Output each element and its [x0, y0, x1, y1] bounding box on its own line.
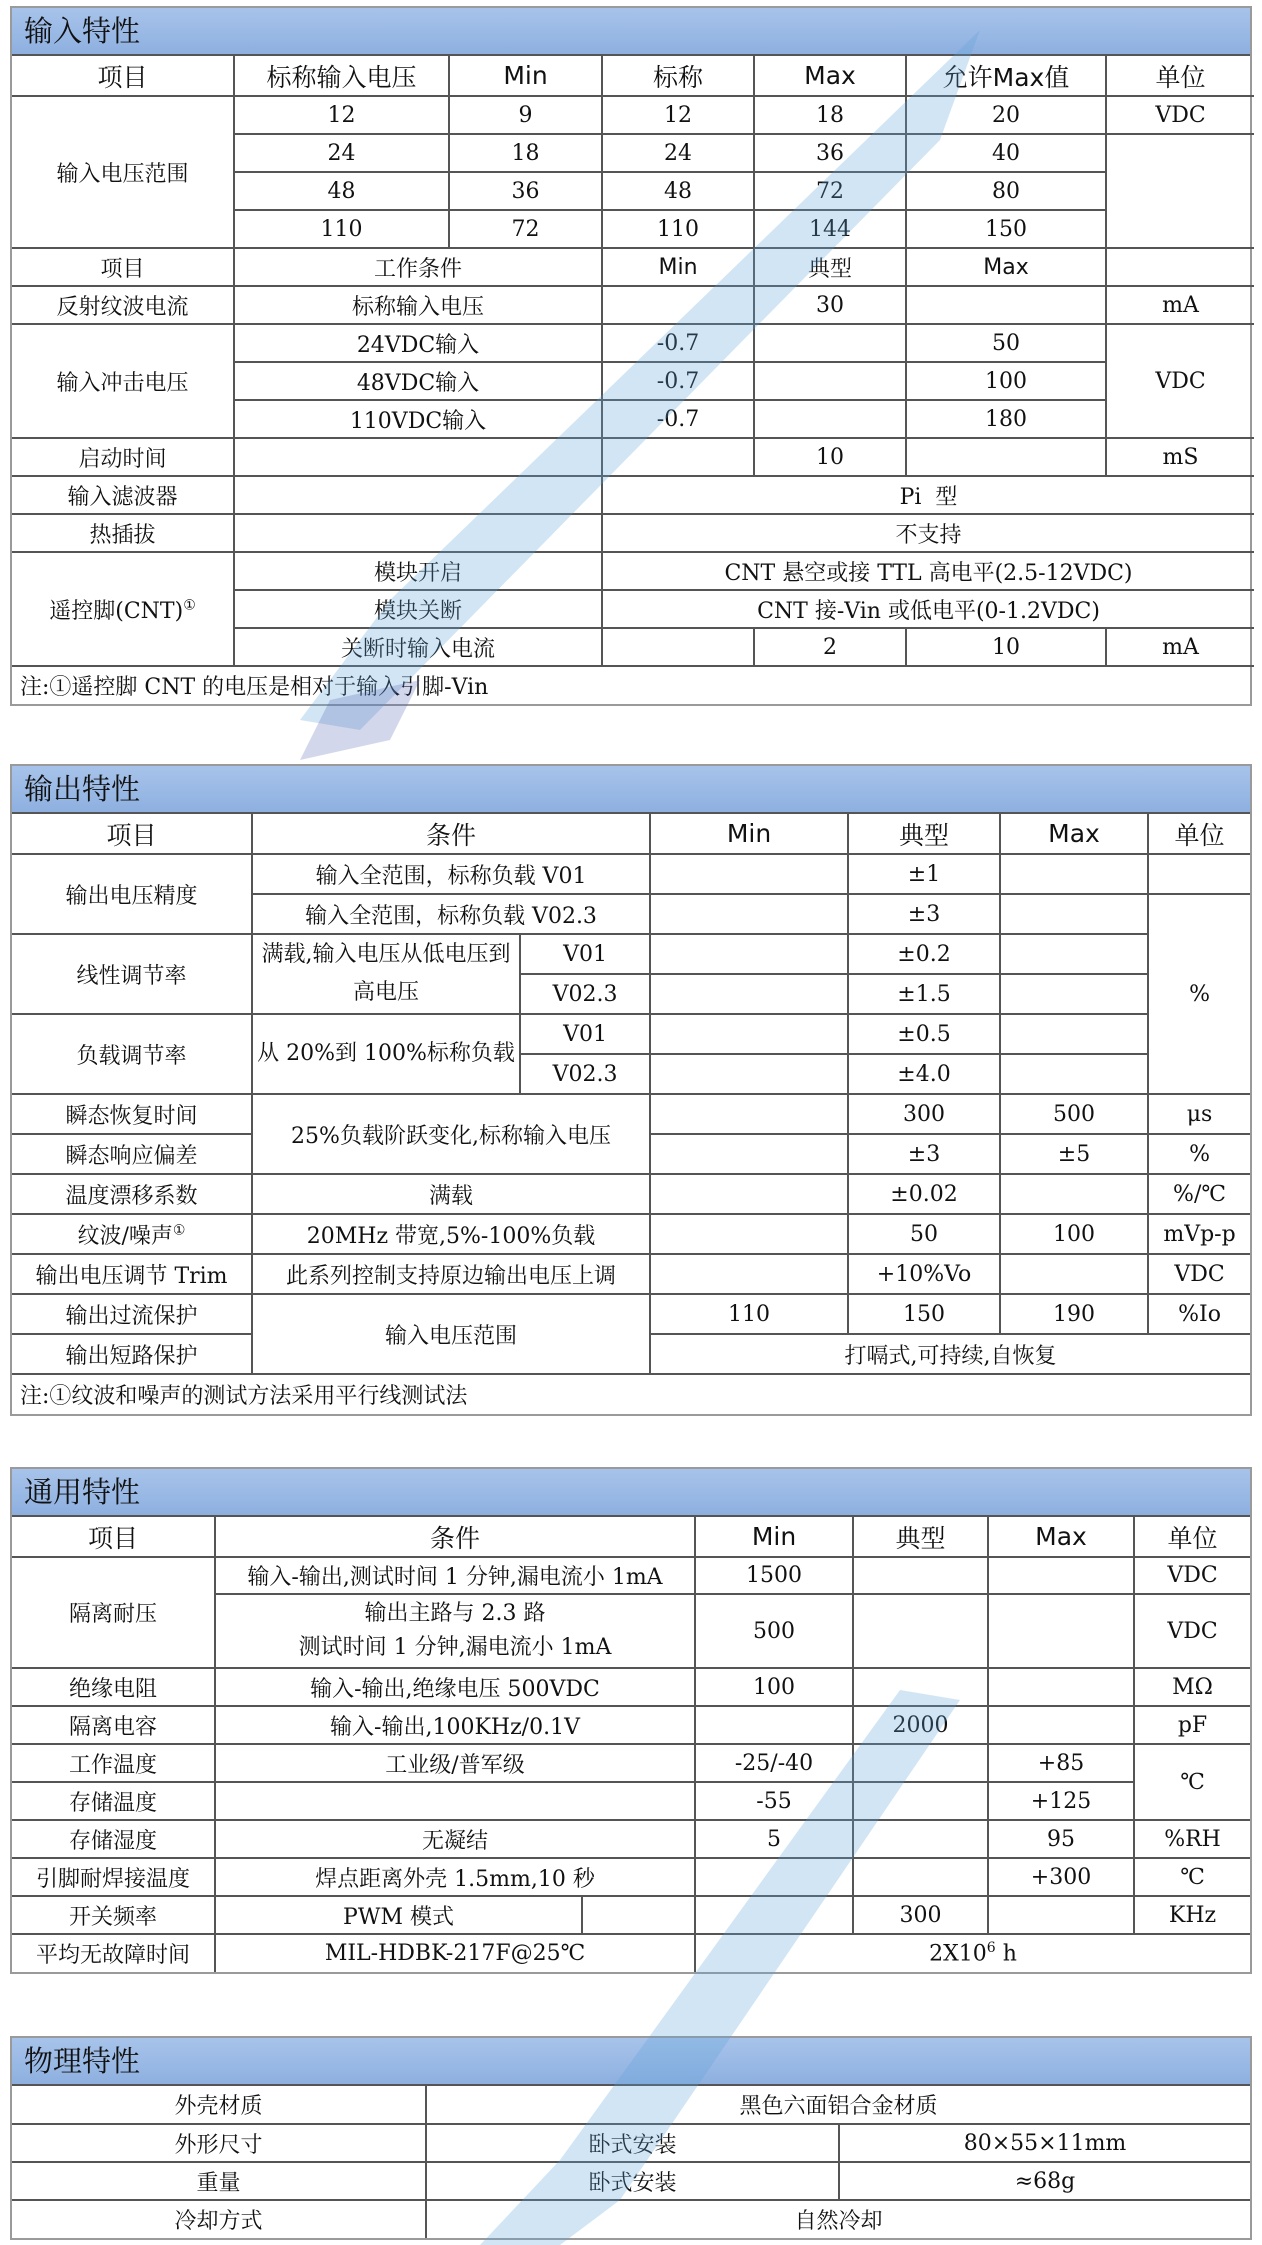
- cell-empty: [853, 1668, 988, 1706]
- case-material-value: 黑色六面铝合金材质: [426, 2086, 1250, 2124]
- cell: 150: [906, 210, 1106, 248]
- input-h-max: Max: [754, 56, 906, 96]
- trim-typ: +10%Vo: [848, 1254, 1000, 1294]
- cell: 24: [234, 134, 449, 172]
- cell-empty: [234, 514, 602, 552]
- load-regulation-label: 负载调节率: [12, 1014, 252, 1094]
- general-h-min: Min: [695, 1517, 853, 1557]
- temp-coefficient-label: 温度漂移系数: [12, 1174, 252, 1214]
- storage-temp-max: +125: [988, 1782, 1134, 1820]
- cell-empty: [853, 1858, 988, 1896]
- storage-humidity-unit: %RH: [1134, 1820, 1250, 1858]
- switching-freq-unit: KHz: [1134, 1896, 1250, 1934]
- cell-empty: [754, 324, 906, 362]
- cell-empty: [988, 1594, 1134, 1668]
- voltage-accuracy-label: 输出电压精度: [12, 854, 252, 934]
- input-h2-max: Max: [906, 248, 1106, 286]
- cell: V02.3: [520, 1054, 650, 1094]
- cell: 12: [602, 96, 754, 134]
- iso2-cond-line2: 测试时间 1 分钟,漏电流小 1mA: [298, 1635, 612, 1660]
- cell-empty: [1106, 134, 1254, 248]
- ripple-noise-label-cell: [12, 1214, 252, 1254]
- cooling-value: 自然冷却: [426, 2200, 1250, 2238]
- cell-empty: [754, 362, 906, 400]
- weight-label: 重量: [12, 2162, 426, 2200]
- cell: 40: [906, 134, 1106, 172]
- dimensions-mount: 卧式安装: [426, 2124, 839, 2162]
- cnt-on-value: CNT 悬空或接 TTL 高电平(2.5-12VDC): [602, 552, 1254, 590]
- general-section: [10, 1467, 1252, 1974]
- isolation-capacitance-label: 隔离电容: [12, 1706, 215, 1744]
- physical-section: [10, 2036, 1252, 2240]
- temp-coefficient-typ: ±0.02: [848, 1174, 1000, 1214]
- cell: 18: [449, 134, 602, 172]
- cell-empty: [650, 1134, 848, 1174]
- cell-empty: [853, 1557, 988, 1594]
- cnt-current-unit: mA: [1106, 628, 1254, 666]
- cell-empty: [1106, 248, 1254, 286]
- cell-empty: [988, 1706, 1134, 1744]
- cell-empty: [582, 1896, 695, 1934]
- filter-label: 输入滤波器: [12, 476, 234, 514]
- cell: V01: [520, 1014, 650, 1054]
- startup-label: 启动时间: [12, 438, 234, 476]
- dimensions-value: 80×55×11mm: [839, 2124, 1250, 2162]
- reflected-ripple-label: 反射纹波电流: [12, 286, 234, 324]
- transient-deviation-max: ±5: [1000, 1134, 1148, 1174]
- cell-empty: [988, 1896, 1134, 1934]
- trim-unit: VDC: [1148, 1254, 1250, 1294]
- trim-cond: 此系列控制支持原边输出电压上调: [252, 1254, 650, 1294]
- physical-section-title: 物理特性: [12, 2038, 1250, 2086]
- ocp-min: 110: [650, 1294, 848, 1334]
- cell: 110: [602, 210, 754, 248]
- isolation-capacitance-cond: 输入-输出,100KHz/0.1V: [215, 1706, 695, 1744]
- cell-empty: [1000, 974, 1148, 1014]
- cell-empty: [650, 974, 848, 1014]
- mtbf-exponent: 6: [986, 1940, 996, 1957]
- switching-freq-label: 开关频率: [12, 1896, 215, 1934]
- cell-empty: [1000, 1174, 1148, 1214]
- switching-freq-cond: PWM 模式: [215, 1896, 582, 1934]
- hotplug-value: 不支持: [602, 514, 1254, 552]
- cell: V02.3: [520, 974, 650, 1014]
- startup-unit: mS: [1106, 438, 1254, 476]
- cell-empty: [695, 1858, 853, 1896]
- surge-label: 输入冲击电压: [12, 324, 234, 438]
- input-section: [10, 6, 1252, 706]
- insulation-resistance-label: 绝缘电阻: [12, 1668, 215, 1706]
- transient-recovery-max: 500: [1000, 1094, 1148, 1134]
- output-section-title: 输出特性: [12, 766, 1250, 814]
- storage-humidity-label: 存储湿度: [12, 1820, 215, 1858]
- cnt-current-max: 10: [906, 628, 1106, 666]
- transient-recovery-unit: μs: [1148, 1094, 1250, 1134]
- cell: 72: [754, 172, 906, 210]
- transient-deviation-label: 瞬态响应偏差: [12, 1134, 252, 1174]
- scp-value: 打嗝式,可持续,自恢复: [650, 1334, 1250, 1374]
- insulation-resistance-min: 100: [695, 1668, 853, 1706]
- output-h-condition: 条件: [252, 814, 650, 854]
- input-h-unit: 单位: [1106, 56, 1254, 96]
- cell-empty: [988, 1668, 1134, 1706]
- cell: -0.7: [602, 362, 754, 400]
- ocp-max: 190: [1000, 1294, 1148, 1334]
- transient-recovery-label: 瞬态恢复时间: [12, 1094, 252, 1134]
- input-h-item: 项目: [12, 56, 234, 96]
- input-h-nominal: 标称: [602, 56, 754, 96]
- dimensions-label: 外形尺寸: [12, 2124, 426, 2162]
- isolation-voltage-label: 隔离耐压: [12, 1557, 215, 1668]
- filter-value: Pi 型: [602, 476, 1254, 514]
- temp-coefficient-cond: 满载: [252, 1174, 650, 1214]
- cell-empty: [602, 628, 754, 666]
- cell: 输入全范围，标称负载 V01: [252, 854, 650, 894]
- hotplug-label: 热插拔: [12, 514, 234, 552]
- ripple-noise-footnote-mark: ①: [172, 1222, 186, 1239]
- line-regulation-label: 线性调节率: [12, 934, 252, 1014]
- solder-temp-cond: 焊点距离外壳 1.5mm,10 秒: [215, 1858, 695, 1896]
- cell-empty: [234, 476, 602, 514]
- cell: 24VDC输入: [234, 324, 602, 362]
- cell: 48: [234, 172, 449, 210]
- mtbf-label: 平均无故障时间: [12, 1934, 215, 1972]
- solder-temp-label: 引脚耐焊接温度: [12, 1858, 215, 1896]
- input-table: [12, 56, 1254, 704]
- cell: 20: [906, 96, 1106, 134]
- cooling-label: 冷却方式: [12, 2200, 426, 2238]
- cell: ±0.2: [848, 934, 1000, 974]
- cell-empty: [650, 1254, 848, 1294]
- cell: ±1: [848, 854, 1000, 894]
- iso1-cond: 输入-输出,测试时间 1 分钟,漏电流小 1mA: [215, 1557, 695, 1594]
- output-table: [12, 814, 1250, 1414]
- isolation-capacitance-typ: 2000: [853, 1706, 988, 1744]
- transient-deviation-typ: ±3: [848, 1134, 1000, 1174]
- cell: 50: [906, 324, 1106, 362]
- cell-empty: [853, 1782, 988, 1820]
- iso1-min: 1500: [695, 1557, 853, 1594]
- cell-empty: [853, 1744, 988, 1782]
- insulation-resistance-unit: MΩ: [1134, 1668, 1250, 1706]
- cell: 72: [449, 210, 602, 248]
- scp-label: 输出短路保护: [12, 1334, 252, 1374]
- temp-coefficient-unit: %/℃: [1148, 1174, 1250, 1214]
- cell: 100: [906, 362, 1106, 400]
- cell: 24: [602, 134, 754, 172]
- reflected-ripple-cond: 标称输入电压: [234, 286, 602, 324]
- input-h-nominal-voltage: 标称输入电压: [234, 56, 449, 96]
- mtbf-cond: MIL-HDBK-217F@25℃: [215, 1934, 695, 1972]
- cell: 48: [602, 172, 754, 210]
- cnt-current-label: 关断时输入电流: [234, 628, 602, 666]
- iso1-unit: VDC: [1134, 1557, 1250, 1594]
- cell: 36: [449, 172, 602, 210]
- cnt-label: 遥控脚(CNT): [49, 598, 184, 624]
- cell-empty: [650, 894, 848, 934]
- line-regulation-cond: 满载,输入电压从低电压到高电压: [252, 934, 520, 1014]
- iso2-min: 500: [695, 1594, 853, 1668]
- cell: 180: [906, 400, 1106, 438]
- cell: ±0.5: [848, 1014, 1000, 1054]
- input-section-title: 输入特性: [12, 8, 1250, 56]
- cell: V01: [520, 934, 650, 974]
- cell-empty: [1000, 1014, 1148, 1054]
- mtbf-unit: h: [995, 1941, 1017, 1967]
- general-h-unit: 单位: [1134, 1517, 1250, 1557]
- ripple-noise-max: 100: [1000, 1214, 1148, 1254]
- cell-empty: [1000, 1254, 1148, 1294]
- cell-empty: [650, 1214, 848, 1254]
- cell-empty: [906, 286, 1106, 324]
- solder-temp-max: +300: [988, 1858, 1134, 1896]
- general-h-item: 项目: [12, 1517, 215, 1557]
- insulation-resistance-cond: 输入-输出,绝缘电压 500VDC: [215, 1668, 695, 1706]
- ripple-noise-cond: 20MHz 带宽,5%-100%负载: [252, 1214, 650, 1254]
- transient-deviation-unit: %: [1148, 1134, 1250, 1174]
- cell-empty: [1148, 854, 1250, 894]
- cell-empty: [853, 1820, 988, 1858]
- transient-cond: 25%负载阶跃变化,标称输入电压: [252, 1094, 650, 1174]
- cell: 110VDC输入: [234, 400, 602, 438]
- cell-empty: [650, 1014, 848, 1054]
- general-section-title: 通用特性: [12, 1469, 1250, 1517]
- cell: ±3: [848, 894, 1000, 934]
- weight-mount: 卧式安装: [426, 2162, 839, 2200]
- storage-humidity-cond: 无凝结: [215, 1820, 695, 1858]
- cnt-label-cell: [12, 552, 234, 666]
- input-h2-typ: 典型: [754, 248, 906, 286]
- cell: 9: [449, 96, 602, 134]
- case-material-label: 外壳材质: [12, 2086, 426, 2124]
- input-note: 注:①遥控脚 CNT 的电压是相对于输入引脚-Vin: [12, 666, 1254, 704]
- cnt-off-value: CNT 接-Vin 或低电平(0-1.2VDC): [602, 590, 1254, 628]
- cell: 80: [906, 172, 1106, 210]
- ocp-typ: 150: [848, 1294, 1000, 1334]
- solder-temp-unit: ℃: [1134, 1858, 1250, 1896]
- cell-empty: [650, 1094, 848, 1134]
- output-h-item: 项目: [12, 814, 252, 854]
- operating-temp-min: -25/-40: [695, 1744, 853, 1782]
- general-h-typ: 典型: [853, 1517, 988, 1557]
- isolation-capacitance-unit: pF: [1134, 1706, 1250, 1744]
- output-section: [10, 764, 1252, 1416]
- cell-empty: [1000, 894, 1148, 934]
- cell-empty: [1000, 934, 1148, 974]
- input-h2-item: 项目: [12, 248, 234, 286]
- input-range-label: 输入电压范围: [12, 96, 234, 248]
- cell: ±1.5: [848, 974, 1000, 1014]
- cell-empty: [234, 438, 602, 476]
- ocp-unit: %Io: [1148, 1294, 1250, 1334]
- mtbf-value-cell: [695, 1934, 1250, 1972]
- cell-empty: [602, 438, 754, 476]
- temp-unit: ℃: [1134, 1744, 1250, 1820]
- iso2-cond-cell: [215, 1594, 695, 1668]
- output-note: 注:①纹波和噪声的测试方法采用平行线测试法: [12, 1374, 1250, 1414]
- cell-empty: [695, 1706, 853, 1744]
- operating-temp-max: +85: [988, 1744, 1134, 1782]
- cell: 144: [754, 210, 906, 248]
- load-regulation-cond: 从 20%到 100%标称负载: [252, 1014, 520, 1094]
- general-h-max: Max: [988, 1517, 1134, 1557]
- general-table: [12, 1517, 1250, 1972]
- input-h2-condition: 工作条件: [234, 248, 602, 286]
- general-h-condition: 条件: [215, 1517, 695, 1557]
- switching-freq-typ: 300: [853, 1896, 988, 1934]
- storage-temp-label: 存储温度: [12, 1782, 215, 1820]
- output-h-unit: 单位: [1148, 814, 1250, 854]
- cell: -0.7: [602, 400, 754, 438]
- reflected-ripple-unit: mA: [1106, 286, 1254, 324]
- cell-empty: [1000, 854, 1148, 894]
- ripple-noise-unit: mVp-p: [1148, 1214, 1250, 1254]
- cell-unit: VDC: [1106, 96, 1254, 134]
- operating-temp-cond: 工业级/普军级: [215, 1744, 695, 1782]
- cell-empty: [1000, 1054, 1148, 1094]
- cell: -0.7: [602, 324, 754, 362]
- startup-typ: 10: [754, 438, 906, 476]
- trim-label: 输出电压调节 Trim: [12, 1254, 252, 1294]
- storage-temp-min: -55: [695, 1782, 853, 1820]
- transient-recovery-typ: 300: [848, 1094, 1000, 1134]
- mtbf-value: 2X10: [929, 1941, 987, 1967]
- cell: 48VDC输入: [234, 362, 602, 400]
- iso2-unit: VDC: [1134, 1594, 1250, 1668]
- cnt-footnote-mark: ①: [183, 597, 196, 614]
- output-h-typ: 典型: [848, 814, 1000, 854]
- operating-temp-label: 工作温度: [12, 1744, 215, 1782]
- ocp-label: 输出过流保护: [12, 1294, 252, 1334]
- cell: 110: [234, 210, 449, 248]
- cell-empty: [650, 854, 848, 894]
- cell-empty: [602, 286, 754, 324]
- storage-humidity-max: 95: [988, 1820, 1134, 1858]
- cnt-on-label: 模块开启: [234, 552, 602, 590]
- cell-empty: [695, 1896, 853, 1934]
- storage-humidity-min: 5: [695, 1820, 853, 1858]
- ripple-noise-typ: 50: [848, 1214, 1000, 1254]
- cell: 12: [234, 96, 449, 134]
- cell-empty: [853, 1594, 988, 1668]
- cell-empty: [754, 400, 906, 438]
- cell: 输入全范围，标称负载 V02.3: [252, 894, 650, 934]
- cell: 18: [754, 96, 906, 134]
- cell-empty: [650, 1174, 848, 1214]
- iso2-cond-line1: 输出主路与 2.3 路: [364, 1601, 546, 1626]
- cell: 36: [754, 134, 906, 172]
- input-h-allowed-max: 允许Max值: [906, 56, 1106, 96]
- cell-empty: [988, 1557, 1134, 1594]
- cell-empty: [215, 1782, 695, 1820]
- cell-empty: [650, 934, 848, 974]
- reflected-ripple-typ: 30: [754, 286, 906, 324]
- input-h-min: Min: [449, 56, 602, 96]
- ripple-noise-label: 纹波/噪声: [77, 1223, 173, 1249]
- output-h-min: Min: [650, 814, 848, 854]
- regulation-unit: %: [1148, 894, 1250, 1094]
- surge-unit: VDC: [1106, 324, 1254, 438]
- weight-value: ≈68g: [839, 2162, 1250, 2200]
- cnt-current-typ: 2: [754, 628, 906, 666]
- cell-empty: [906, 438, 1106, 476]
- physical-table: [12, 2086, 1250, 2238]
- input-h2-min: Min: [602, 248, 754, 286]
- protection-cond: 输入电压范围: [252, 1294, 650, 1374]
- cell: ±4.0: [848, 1054, 1000, 1094]
- cell-empty: [650, 1054, 848, 1094]
- cnt-off-label: 模块关断: [234, 590, 602, 628]
- output-h-max: Max: [1000, 814, 1148, 854]
